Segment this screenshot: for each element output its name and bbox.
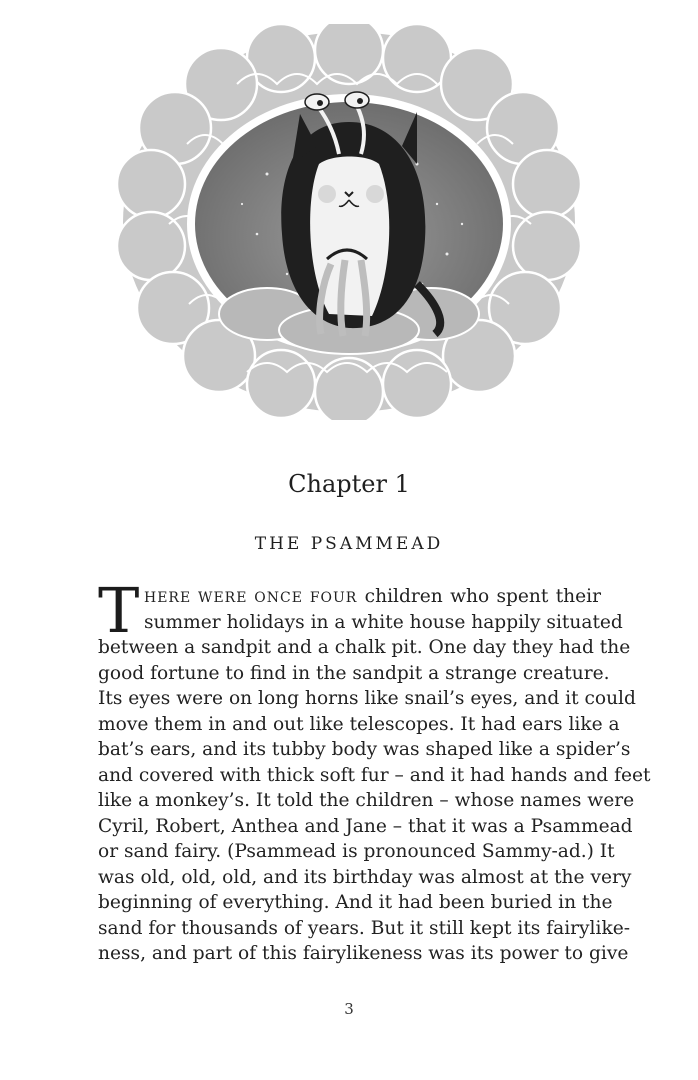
text-line: or sand fairy. (Psammead is pronounced Sammy-ad.) It xyxy=(98,841,615,862)
page-number: 3 xyxy=(344,1000,354,1018)
text-line: bat’s ears, and its tubby body was shaped like a spider’s xyxy=(98,739,631,760)
text-line: summer holidays in a white house happily situated xyxy=(144,611,623,633)
text-line: good fortune to find in the sandpit a strange creature. xyxy=(98,662,610,684)
psammead-illustration xyxy=(117,24,581,420)
text-line: Cyril, Robert, Anthea and Jane – that it was a Psammead xyxy=(98,815,633,837)
text-line: and covered with thick soft fur – and it had hands and feet xyxy=(98,764,651,786)
text-line: ness, and part of this fairylikeness was its power to give xyxy=(98,943,629,964)
chapter-title: THE PSAMMEAD xyxy=(254,534,444,554)
chapter-illustration xyxy=(117,24,581,420)
text-line: Its eyes were on long horns like snail’s eyes, and it could xyxy=(98,688,636,709)
opening-small-caps: HERE WERE ONCE FOUR xyxy=(144,590,358,606)
text-line: move them in and out like telescopes. It had ears like a xyxy=(98,713,620,735)
chapter-body-text xyxy=(98,574,651,967)
text-line: HERE WERE ONCE FOUR children who spent their xyxy=(144,586,601,607)
text-line: like a monkey’s. It told the children – whose names were xyxy=(98,790,635,811)
text-line: sand for thousands of years. But it still kept its fairylike- xyxy=(98,917,630,939)
text-line: was old, old, old, and its birthday was almost at the very xyxy=(98,866,632,888)
chapter-number: Chapter 1 xyxy=(288,470,410,498)
drop-cap: T xyxy=(98,574,140,647)
text-line: beginning of everything. And it had been buried in the xyxy=(98,892,613,913)
text-line: between a sandpit and a chalk pit. One day they had the xyxy=(98,637,631,658)
